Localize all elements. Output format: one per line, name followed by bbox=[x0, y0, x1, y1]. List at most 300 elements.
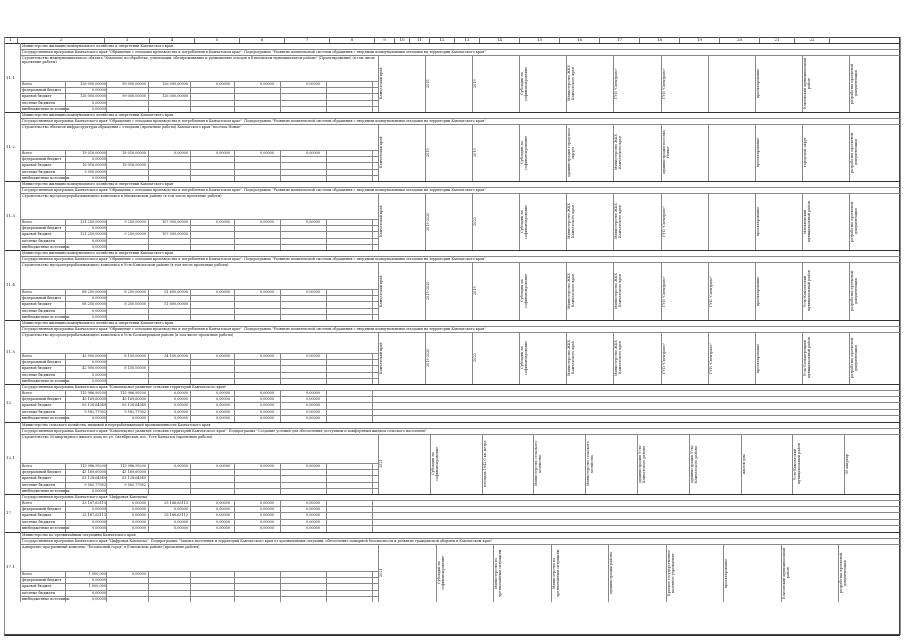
meta-cell: Министерство ЖКХ Камчатского края bbox=[614, 134, 623, 171]
amount-cell: 0,00000 bbox=[259, 513, 274, 518]
amount-cell: 0,00000 bbox=[305, 82, 320, 86]
row-label: внебюджетные источники bbox=[22, 244, 70, 249]
meta-cell: 2019 bbox=[473, 286, 478, 296]
meta-cell: Министерство ЖКХ Камчатского края bbox=[567, 340, 576, 376]
column-divider bbox=[280, 353, 281, 384]
amount-cell: 0,00000 bbox=[91, 308, 106, 313]
column-divider bbox=[20, 112, 21, 181]
column-divider bbox=[20, 181, 21, 250]
meta-cell: площадь 1842,0 кв. метра bbox=[482, 440, 487, 488]
column-divider bbox=[148, 390, 149, 422]
row-label: федеральный бюджет bbox=[22, 470, 62, 475]
amount-cell: 0,00000 bbox=[215, 403, 230, 408]
column-divider bbox=[190, 390, 191, 422]
amount-cell: 9 250,00000 bbox=[124, 232, 146, 237]
row-label: внебюджетные источники bbox=[22, 314, 70, 319]
column-number-8: 8 bbox=[330, 37, 375, 43]
amount-cell: 0,00000 bbox=[215, 525, 230, 530]
amount-cell: 115 986,99200 bbox=[80, 391, 106, 395]
ministry-heading: Министерство жилищно-коммунального хозяйства и энергетики Камчатского края bbox=[22, 113, 174, 117]
amount-cell: 0,00000 bbox=[259, 519, 274, 524]
column-number-11: 11 bbox=[410, 37, 430, 43]
column-number-4: 4 bbox=[150, 37, 195, 43]
amount-cell: 0,00000 bbox=[215, 391, 230, 395]
amount-cell: 42 900,00000 bbox=[82, 354, 106, 358]
amount-cell: 0,00000 bbox=[91, 378, 106, 383]
column-divider bbox=[65, 81, 66, 112]
row-label: федеральный бюджет bbox=[22, 507, 62, 512]
meta-cell: разработка проектной документации bbox=[849, 337, 858, 379]
amount-cell: 0,00000 bbox=[305, 507, 320, 512]
column-divider bbox=[234, 571, 235, 602]
ministry-heading: Министерство жилищно-коммунального хозяйства и энергетики Камчатского края bbox=[22, 182, 174, 186]
row-label: местные бюджеты bbox=[22, 519, 56, 524]
object-name: Строительство мусороперерабатывающего комплекса в Мильковском районе (в том числе проектные работы) bbox=[22, 194, 222, 198]
meta-cell: Министерство ЖКХ Камчатского края bbox=[567, 273, 576, 309]
column-number-6: 6 bbox=[240, 37, 285, 43]
row-label: местные бюджеты bbox=[22, 169, 56, 174]
row-label: Всего bbox=[22, 391, 33, 395]
column-divider bbox=[234, 219, 235, 250]
amount-cell: 0,00000 bbox=[91, 578, 106, 583]
block-code: 11.4 bbox=[6, 282, 15, 287]
amount-cell: 68 250,00000 bbox=[82, 290, 106, 294]
column-divider bbox=[326, 390, 327, 422]
amount-cell: 63 128,64549 bbox=[122, 403, 146, 408]
amount-cell: 0,00000 bbox=[131, 519, 146, 524]
amount-cell: 1 000,000 bbox=[88, 584, 106, 589]
row-label: внебюджетные источники bbox=[22, 175, 70, 180]
amount-cell: 8 250,00000 bbox=[124, 290, 146, 294]
meta-cell: ГУП "Спецтранс" bbox=[661, 342, 666, 374]
amount-cell: 0,00000 bbox=[91, 226, 106, 231]
amount-cell: 0,00000 bbox=[131, 507, 146, 512]
meta-cell: Министерство по чрезвычайным ситуациям bbox=[551, 549, 560, 597]
column-divider bbox=[106, 289, 107, 320]
program-title: Государственная программа Камчатского края "Цифровая Камчатка". Подпрограмма "Защита населения и территорий Камчатского края от чрезвычайных ситуаций, обеспечение пожарной безопасности и развитие гражданской обороны в Камчатском крае" bbox=[22, 539, 493, 543]
amount-cell: 1 000,000 bbox=[88, 572, 106, 576]
object-name: Строительство мусороперерабатывающего комплекса в Усть-Большерецком районе (в том числе проектные работы) bbox=[22, 333, 234, 337]
meta-cell: Субсидии на софинансирование bbox=[520, 340, 529, 376]
amount-cell: 51 600,00000 bbox=[164, 302, 188, 307]
column-divider bbox=[280, 150, 281, 181]
column-divider bbox=[280, 81, 281, 112]
amount-cell: 0,00000 bbox=[305, 409, 320, 414]
column-divider bbox=[190, 150, 191, 181]
column-divider bbox=[326, 571, 327, 602]
meta-cell: 2021 bbox=[379, 568, 383, 578]
meta-cell: Краевое государственное казенное учреждение bbox=[666, 549, 675, 597]
amount-cell: 0,00000 bbox=[215, 415, 230, 420]
meta-cell: 2020 bbox=[473, 353, 478, 363]
amount-cell: 0,00000 bbox=[91, 596, 106, 601]
amount-cell: 126 000,00000 bbox=[162, 82, 188, 86]
column-divider bbox=[20, 43, 21, 112]
amount-cell: 0,00000 bbox=[305, 501, 320, 505]
amount-cell: 0,00000 bbox=[91, 296, 106, 301]
amount-cell: 0,00000 bbox=[259, 220, 274, 224]
column-divider bbox=[65, 390, 66, 422]
amount-cell: 107 000,00000 bbox=[162, 232, 188, 237]
column-divider bbox=[20, 422, 21, 494]
amount-cell: 0,00000 bbox=[173, 507, 188, 512]
column-divider bbox=[190, 463, 191, 494]
amount-cell: 0,00000 bbox=[215, 82, 230, 86]
meta-cell: 2015-2020 bbox=[426, 281, 431, 301]
row-label: Всего bbox=[22, 220, 33, 224]
column-divider bbox=[708, 55, 709, 112]
amount-cell: 0,00000 bbox=[305, 415, 320, 420]
amount-cell: 0,00000 bbox=[91, 106, 106, 111]
column-divider bbox=[326, 219, 327, 250]
amount-cell: 25 186,63113 bbox=[164, 513, 188, 518]
meta-cell: Министерство по чрезвычайным ситуациям bbox=[494, 549, 502, 597]
amount-cell: 0,00000 bbox=[305, 525, 320, 530]
amount-cell: 115 986,99200 bbox=[80, 464, 106, 468]
row-label: федеральный бюджет bbox=[22, 226, 62, 231]
amount-cell: 99 000,00000 bbox=[122, 82, 146, 86]
meta-cell: Министерство сельского хозяйства bbox=[586, 441, 594, 487]
column-divider bbox=[280, 571, 281, 602]
row-label: краевой бюджет bbox=[22, 94, 52, 99]
amount-cell: 8 150,00000 bbox=[124, 366, 146, 371]
program-total-heading: Государственная программа Камчатского края "Цифровая Камчатка" bbox=[22, 495, 149, 499]
row-label: краевой бюджет bbox=[22, 302, 52, 307]
column-divider bbox=[280, 219, 281, 250]
amount-cell: 0,00000 bbox=[131, 415, 146, 420]
amount-cell: 45 169,60000 bbox=[122, 397, 146, 402]
meta-cell: Камчатский край bbox=[379, 275, 383, 307]
meta-cell: Камчатский край bbox=[379, 342, 383, 374]
amount-cell: 0,00000 bbox=[215, 397, 230, 402]
amount-cell: 9 582,77952 bbox=[124, 482, 146, 487]
meta-cell: Усть-Камчатский муниципальный район bbox=[793, 443, 802, 485]
amount-cell: 8 250,00000 bbox=[124, 302, 146, 307]
meta-cell: 2020 bbox=[473, 217, 478, 226]
row-label: краевой бюджет bbox=[22, 366, 52, 371]
amount-cell: 121 250,00000 bbox=[80, 232, 106, 237]
amount-cell: 126 000,00000 bbox=[80, 82, 106, 86]
meta-cell: проектирование bbox=[724, 558, 729, 588]
amount-cell: 0,00000 bbox=[305, 391, 320, 395]
column-divider bbox=[106, 500, 107, 532]
row-label: федеральный бюджет bbox=[22, 157, 62, 162]
meta-cell: разработка проектной документации bbox=[849, 201, 858, 242]
ministry-heading: Министерство жилищно-коммунального хозяйства и энергетики Камчатского края bbox=[22, 321, 174, 325]
row-label: внебюджетные источники bbox=[22, 525, 70, 530]
amount-cell: 19 016,00000 bbox=[82, 151, 106, 155]
amount-cell: 9 582,77952 bbox=[84, 409, 106, 414]
column-divider bbox=[372, 353, 373, 384]
row-label: Всего bbox=[22, 151, 33, 155]
amount-cell: 0,00000 bbox=[215, 513, 230, 518]
column-divider bbox=[326, 353, 327, 384]
amount-cell: 0,00000 bbox=[259, 403, 274, 408]
amount-cell: 0,00000 bbox=[91, 157, 106, 162]
row-label: Всего bbox=[22, 82, 33, 86]
row-label: Всего bbox=[22, 354, 33, 358]
amount-cell: 9 250,00000 bbox=[124, 220, 146, 224]
amount-cell: 0,00000 bbox=[215, 519, 230, 524]
meta-cell: проектирование bbox=[755, 276, 760, 306]
row-label: местные бюджеты bbox=[22, 590, 56, 595]
column-divider bbox=[234, 353, 235, 384]
row-label: краевой бюджет bbox=[22, 232, 52, 237]
column-divider bbox=[234, 289, 235, 320]
column-divider bbox=[106, 390, 107, 422]
amount-cell: 0,00000 bbox=[91, 415, 106, 420]
row-label: местные бюджеты bbox=[22, 372, 56, 377]
meta-cell: ГУП "Спецтранс" bbox=[708, 275, 713, 307]
column-divider bbox=[148, 81, 149, 112]
row-label: внебюджетные источники bbox=[22, 415, 70, 420]
amount-cell: 0,00000 bbox=[305, 403, 320, 408]
block-code: 11.5 bbox=[6, 349, 15, 354]
amount-cell: 68 250,00000 bbox=[82, 302, 106, 307]
amount-cell: 0,00000 bbox=[215, 151, 230, 155]
meta-cell: ГУП "Спецтранс" bbox=[708, 342, 713, 374]
amount-cell: 0,00000 bbox=[215, 290, 230, 294]
row-label: Всего bbox=[22, 464, 33, 468]
column-divider bbox=[190, 571, 191, 602]
column-divider bbox=[326, 81, 327, 112]
amount-cell: 0,00000 bbox=[259, 391, 274, 395]
amount-cell: 0,00000 bbox=[131, 525, 146, 530]
amount-cell: 45 169,60000 bbox=[122, 470, 146, 475]
column-number-19: 19 bbox=[680, 37, 720, 43]
column-divider bbox=[106, 150, 107, 181]
column-divider bbox=[148, 463, 149, 494]
amount-cell: 0,00000 bbox=[215, 501, 230, 505]
amount-cell: 0,00000 bbox=[91, 360, 106, 365]
amount-cell: 0,00000 bbox=[91, 488, 106, 493]
program-total-heading: Государственная программа Камчатского края "Комплексное развитие сельских территорий Камчатского края" bbox=[22, 385, 227, 389]
block-code: 11.2 bbox=[6, 143, 15, 149]
meta-cell: Субсидии на софинансирование bbox=[520, 273, 529, 309]
meta-cell: Усть-Большерецкий муниципальный район bbox=[802, 337, 811, 379]
column-divider bbox=[234, 150, 235, 181]
meta-cell: 2015 bbox=[426, 79, 431, 88]
amount-cell: 0,00000 bbox=[131, 501, 146, 505]
block-code: 17.1 bbox=[6, 564, 15, 569]
amount-cell: 0,00000 bbox=[259, 501, 274, 505]
column-divider bbox=[708, 193, 709, 250]
meta-cell: ГУП "Спецтранс" bbox=[661, 67, 666, 100]
meta-cell: 2015-2020 bbox=[426, 348, 431, 368]
row-label: местные бюджеты bbox=[22, 409, 56, 414]
program-title: Государственная программа Камчатского края "Обращение с отходами производства и потребления в Камчатском крае". Подпрограмма "Развитие комплексной системы обращения с твердыми коммунальными отходами на территории Камчатского края" bbox=[22, 327, 486, 331]
amount-cell: 0,00000 bbox=[173, 525, 188, 530]
column-divider bbox=[4, 37, 5, 635]
row-label: Всего bbox=[22, 290, 33, 294]
amount-cell: 0,00000 bbox=[259, 409, 274, 414]
column-divider bbox=[65, 289, 66, 320]
amount-cell: 25 186,63113 bbox=[164, 501, 188, 505]
row-label: местные бюджеты bbox=[22, 100, 56, 105]
program-title: Государственная программа Камчатского края "Обращение с отходами производства и потребления в Камчатском крае". Подпрограмма "Развитие комплексной системы обращения с твердыми коммунальными отходами на территории Камчатского края" bbox=[22, 257, 486, 261]
meta-cell: проектирование bbox=[755, 137, 760, 168]
column-divider bbox=[372, 390, 373, 422]
column-divider bbox=[280, 390, 281, 422]
column-divider bbox=[372, 571, 373, 602]
column-divider bbox=[65, 353, 66, 384]
meta-cell: проектирование bbox=[755, 343, 760, 373]
amount-cell: 34 100,00000 bbox=[164, 354, 188, 358]
meta-cell: 2015 bbox=[426, 148, 431, 157]
column-number-13: 13 bbox=[455, 37, 480, 43]
column-divider bbox=[234, 463, 235, 494]
meta-cell: Субсидии на софинансирование bbox=[520, 66, 529, 101]
column-divider bbox=[326, 500, 327, 532]
amount-cell: 0,00000 bbox=[173, 415, 188, 420]
amount-cell: 0,00000 bbox=[259, 525, 274, 530]
amount-cell: 25 187,63113 bbox=[82, 501, 106, 505]
column-divider bbox=[20, 320, 21, 384]
column-number-18: 18 bbox=[640, 37, 680, 43]
amount-cell: 3 000,00000 bbox=[84, 169, 106, 174]
row-label: краевой бюджет bbox=[22, 403, 52, 408]
amount-cell: 45 169,60000 bbox=[82, 397, 106, 402]
column-divider bbox=[280, 500, 281, 532]
meta-cell: 50 квартир bbox=[845, 454, 850, 474]
column-divider bbox=[148, 289, 149, 320]
meta-cell: Камчатский край bbox=[379, 67, 383, 100]
meta-cell: администрация городского округа bbox=[567, 127, 576, 178]
meta-cell: Елизовский муниципальный район bbox=[781, 547, 790, 599]
amount-cell: 0,00000 bbox=[91, 590, 106, 595]
meta-cell: администрация Усть-Камчатского района bbox=[689, 444, 698, 484]
amount-cell: 0,00000 bbox=[305, 220, 320, 224]
amount-cell: 9 582,77952 bbox=[84, 482, 106, 487]
column-divider bbox=[65, 150, 66, 181]
column-divider bbox=[65, 571, 66, 602]
row-label: местные бюджеты bbox=[22, 308, 56, 313]
column-divider bbox=[190, 219, 191, 250]
meta-cell: 2019 bbox=[473, 79, 478, 88]
column-number-20: 20 bbox=[720, 37, 760, 43]
amount-cell: 9 582,77952 bbox=[124, 409, 146, 414]
amount-cell: 42 900,00000 bbox=[82, 366, 106, 371]
ministry-heading: Министерство по чрезвычайным ситуациям Камчатского края bbox=[22, 533, 136, 537]
column-divider bbox=[148, 219, 149, 250]
meta-cell: Камчатский край bbox=[379, 136, 383, 169]
row-label: Всего bbox=[22, 501, 33, 505]
object-name: Строительство межмуниципального объекта "Комплекс по обработке, утилизации, обезвреживанию и размещению отходов в Елизовском муниципальном районе" (Проектирование) (в том числе проектные работы) bbox=[22, 56, 376, 64]
column-divider bbox=[234, 500, 235, 532]
meta-cell: 2019 bbox=[473, 148, 478, 157]
column-divider bbox=[372, 463, 373, 494]
column-divider bbox=[234, 81, 235, 112]
meta-cell: Субсидии на софинансирование bbox=[520, 135, 529, 170]
ministry-heading: Министерство жилищно-коммунального хозяйства и энергетики Камчатского края bbox=[22, 44, 174, 48]
column-number-12: 12 bbox=[430, 37, 455, 43]
row-label: краевой бюджет bbox=[22, 513, 52, 518]
meta-cell: ГУП "Спецтранс" bbox=[661, 205, 666, 238]
column-divider bbox=[280, 463, 281, 494]
amount-cell: 0,00000 bbox=[215, 507, 230, 512]
row-label: федеральный бюджет bbox=[22, 397, 62, 402]
row-label: краевой бюджет bbox=[22, 476, 52, 481]
amount-cell: 115 986,99200 bbox=[120, 391, 146, 395]
block-code: 12.1 bbox=[6, 455, 15, 460]
column-divider bbox=[65, 219, 66, 250]
column-divider bbox=[372, 289, 373, 320]
column-divider bbox=[65, 463, 66, 494]
meta-cell: Министерство ЖКХ Камчатского края bbox=[567, 203, 576, 240]
amount-cell: 0,00000 bbox=[91, 507, 106, 512]
amount-cell: 18 016,00000 bbox=[122, 151, 146, 155]
column-number-22: 22 bbox=[795, 37, 830, 43]
column-number-1: 1 bbox=[4, 37, 18, 43]
meta-cell: разработка проектной документации bbox=[849, 63, 858, 104]
column-divider bbox=[106, 463, 107, 494]
amount-cell: 0,00000 bbox=[91, 244, 106, 249]
column-number-9: 9 bbox=[375, 37, 395, 43]
column-divider bbox=[148, 150, 149, 181]
amount-cell: 0,00000 bbox=[259, 415, 274, 420]
meta-cell: разработка проектной документации bbox=[849, 132, 858, 173]
meta-cell: Субсидии на софинансирование bbox=[436, 555, 445, 591]
column-divider bbox=[20, 532, 21, 602]
row-label: федеральный бюджет bbox=[22, 578, 62, 583]
amount-cell: 0,00000 bbox=[305, 354, 320, 358]
amount-cell: 63 128,64549 bbox=[122, 476, 146, 481]
column-number-16: 16 bbox=[560, 37, 600, 43]
meta-cell: администрация поселка Новые bbox=[661, 130, 670, 175]
meta-cell: администрация Усть-Камчатского района bbox=[638, 444, 646, 484]
meta-cell: Министерство ЖКХ Камчатского края bbox=[614, 203, 623, 240]
amount-cell: 63 128,64549 bbox=[82, 403, 106, 408]
meta-cell: Министерство сельского хозяйства bbox=[534, 441, 543, 487]
column-divider bbox=[280, 289, 281, 320]
program-title: Государственная программа Камчатского края "Обращение с отходами производства и потребления в Камчатском крае". Подпрограмма "Развитие комплексной системы обращения с твердыми коммунальными отходами на территории Камчатского края" bbox=[22, 188, 486, 192]
amount-cell: 0,00000 bbox=[173, 391, 188, 395]
amount-cell: 0,00000 bbox=[215, 409, 230, 414]
amount-cell: 0,00000 bbox=[305, 290, 320, 294]
object-name: Строительство 50-квартирного жилого дома по ул. Октябрьская, пос. Усть-Камчатск (проектные работы) bbox=[22, 435, 213, 439]
amount-cell: 0,00000 bbox=[131, 572, 146, 576]
column-divider bbox=[148, 571, 149, 602]
block-code: 11.3 bbox=[6, 212, 15, 218]
total-code: 12 bbox=[6, 400, 12, 405]
amount-cell: 0,00000 bbox=[91, 519, 106, 524]
amount-cell: 99 000,00000 bbox=[122, 94, 146, 99]
amount-cell: 0,00000 bbox=[305, 519, 320, 524]
column-divider bbox=[20, 250, 21, 320]
row-label: Всего bbox=[22, 572, 33, 576]
meta-cell: 2021 bbox=[379, 459, 383, 469]
amount-cell: 8 150,00000 bbox=[124, 354, 146, 358]
program-title: Государственная программа Камчатского края "Обращение с отходами производства и потребления в Камчатском крае". Подпрограмма "Развитие комплексной системы обращения с твердыми коммунальными отходами на территории Камчатского края" bbox=[22, 119, 486, 123]
amount-cell: 0,00000 bbox=[259, 290, 274, 294]
amount-cell: 0,00000 bbox=[91, 525, 106, 530]
row-label: внебюджетные источники bbox=[22, 488, 70, 493]
meta-cell: жилой дом bbox=[741, 454, 746, 474]
amount-cell: 0,00000 bbox=[305, 464, 320, 468]
amount-cell: 16 016,00000 bbox=[82, 163, 106, 168]
meta-cell: Министерство ЖКХ Камчатского края bbox=[614, 340, 623, 376]
column-divider bbox=[190, 353, 191, 384]
column-number-15: 15 bbox=[520, 37, 560, 43]
amount-cell: 0,00000 bbox=[173, 151, 188, 155]
program-title: Государственная программа Камчатского края "Обращение с отходами производства и потребления в Камчатском крае". Подпрограмма "Развитие комплексной системы обращения с твердыми коммунальными отходами на территории Камчатского края" bbox=[22, 50, 486, 54]
column-divider bbox=[190, 289, 191, 320]
amount-cell: 0,00000 bbox=[173, 519, 188, 524]
column-divider bbox=[106, 219, 107, 250]
amount-cell: 0,00000 bbox=[173, 464, 188, 468]
meta-cell: проектирование bbox=[755, 206, 760, 237]
column-divider bbox=[326, 289, 327, 320]
